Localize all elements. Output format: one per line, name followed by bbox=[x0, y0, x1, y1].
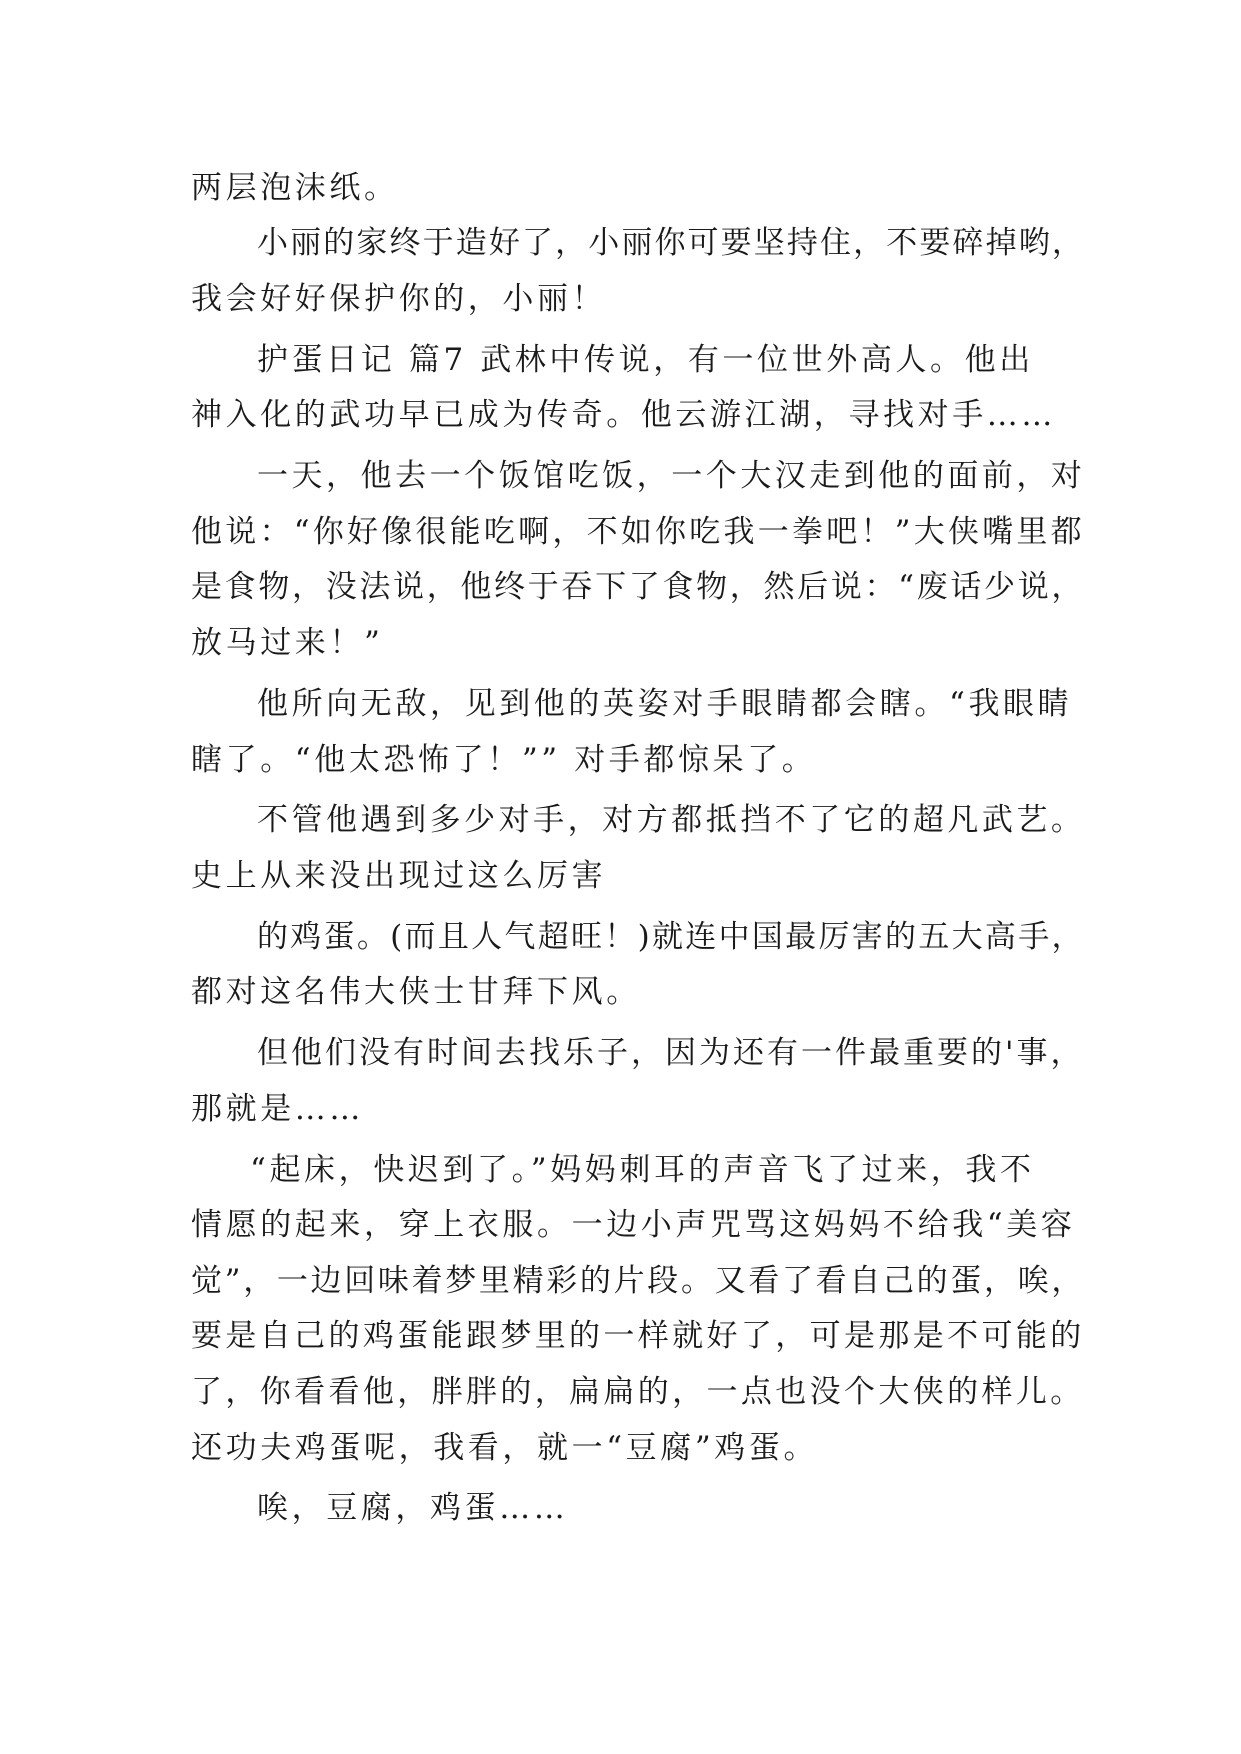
text-line: 他说：“你好像很能吃啊，不如你吃我一拳吧！”大侠嘴里都 bbox=[191, 514, 1085, 550]
text-line: 的鸡蛋。(而且人气超旺！)就连中国最厉害的五大高手， bbox=[257, 919, 1085, 955]
text-line: 小丽的家终于造好了，小丽你可要坚持住，不要碎掉哟， bbox=[257, 225, 1085, 261]
text-line: 两层泡沫纸。 bbox=[191, 170, 399, 206]
text-line: 要是自己的鸡蛋能跟梦里的一样就好了，可是那是不可能的 bbox=[191, 1318, 1085, 1354]
text-line: 一天，他去一个饭馆吃饭，一个大汉走到他的面前，对 bbox=[257, 458, 1086, 494]
text-line: 护蛋日记 篇7 武林中传说，有一位世外高人。他出 bbox=[257, 342, 1034, 378]
text-line: 觉”，一边回味着梦里精彩的片段。又看了看自己的蛋，唉， bbox=[191, 1263, 1086, 1299]
text-line: 他所向无敌，见到他的英姿对手眼睛都会瞎。“我眼睛 bbox=[257, 686, 1073, 722]
text-line: 瞎了。“他太恐怖了！”” 对手都惊呆了。 bbox=[191, 742, 817, 778]
text-line: 情愿的起来，穿上衣服。一边小声咒骂这妈妈不给我“美容 bbox=[191, 1207, 1076, 1243]
text-line: 了，你看看他，胖胖的，扁扁的，一点也没个大侠的样儿。 bbox=[191, 1374, 1085, 1410]
text-line: “起床，快迟到了。”妈妈刺耳的声音飞了过来，我不 bbox=[250, 1152, 1035, 1188]
text-line: 还功夫鸡蛋呢，我看，就一“豆腐”鸡蛋。 bbox=[191, 1430, 819, 1466]
text-line: 都对这名伟大侠士甘拜下风。 bbox=[191, 974, 641, 1010]
text-line: 唉，豆腐，鸡蛋…… bbox=[257, 1490, 569, 1526]
text-line: 但他们没有时间去找乐子，因为还有一件最重要的'事， bbox=[257, 1035, 1085, 1071]
text-line: 放马过来！” bbox=[191, 625, 384, 661]
text-line: 是食物，没法说，他终于吞下了食物，然后说：“废话少说， bbox=[191, 569, 1086, 605]
text-line: 史上从来没出现过这么厉害 bbox=[191, 858, 607, 894]
text-line: 神入化的武功早已成为传奇。他云游江湖，寻找对手…… bbox=[191, 397, 1056, 433]
text-line: 我会好好保护你的，小丽！ bbox=[191, 281, 607, 317]
text-line: 那就是…… bbox=[191, 1091, 364, 1127]
text-line: 不管他遇到多少对手，对方都抵挡不了它的超凡武艺。 bbox=[257, 802, 1086, 838]
